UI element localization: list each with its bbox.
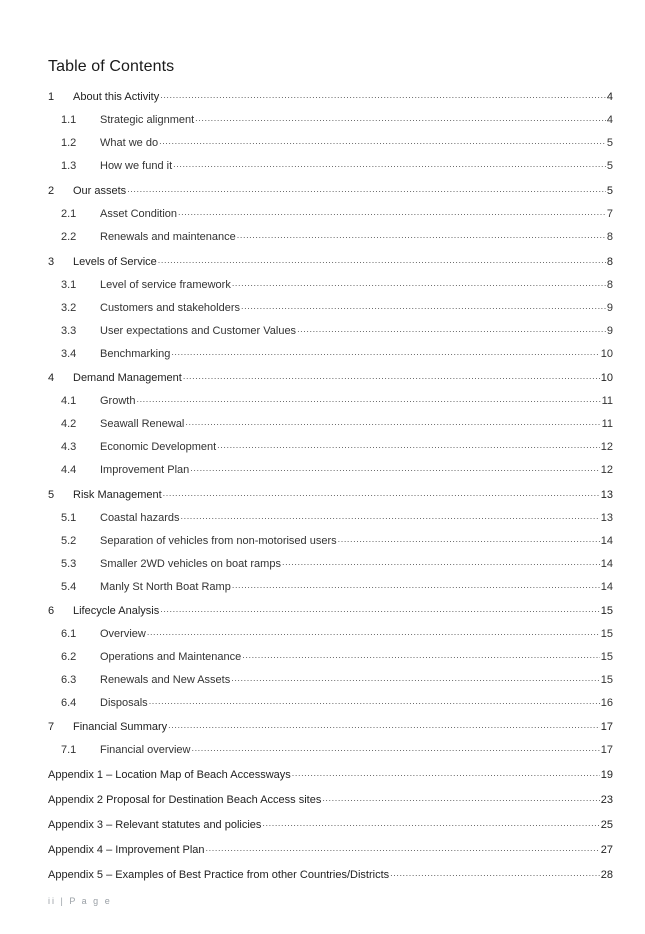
toc-entry-number: 3 bbox=[48, 256, 55, 268]
toc-dot-leader bbox=[191, 743, 599, 753]
toc-entry-number: 6.4 bbox=[61, 697, 77, 709]
toc-dot-leader bbox=[206, 843, 600, 853]
toc-entry-page-number: 11 bbox=[601, 418, 613, 430]
toc-dot-leader bbox=[297, 324, 606, 334]
toc-entry-page-number: 9 bbox=[606, 325, 613, 337]
toc-dot-leader bbox=[181, 511, 600, 521]
toc-dot-leader bbox=[190, 463, 599, 473]
toc-dot-leader bbox=[158, 255, 606, 265]
toc-entry-page-number: 9 bbox=[606, 302, 613, 314]
toc-entry-page-number: 5 bbox=[606, 185, 613, 197]
toc-dot-leader bbox=[159, 136, 606, 146]
toc-entry-number: 4.2 bbox=[61, 418, 77, 430]
toc-entry-page-number: 17 bbox=[600, 721, 613, 733]
toc-entry-page-number: 15 bbox=[600, 651, 613, 663]
toc-dot-leader bbox=[282, 557, 600, 567]
toc-entry-label: Manly St North Boat Ramp bbox=[100, 581, 231, 593]
toc-entry-label: Operations and Maintenance bbox=[100, 651, 242, 663]
toc-entry-page-number: 8 bbox=[606, 279, 613, 291]
toc-entry-number: 1.1 bbox=[61, 114, 77, 126]
toc-entry-label: Seawall Renewal bbox=[100, 418, 185, 430]
toc-entry-number: 6.2 bbox=[61, 651, 77, 663]
toc-entry-page-number: 10 bbox=[600, 372, 613, 384]
toc-dot-leader bbox=[147, 627, 600, 637]
toc-entry-label: Appendix 5 – Examples of Best Practice from other Countries/Districts bbox=[48, 869, 390, 881]
toc-entry-label: Coastal hazards bbox=[100, 512, 180, 524]
toc-entry-label: Our assets bbox=[73, 185, 127, 197]
toc-entry[interactable] bbox=[61, 417, 613, 431]
toc-entry-page-number: 14 bbox=[600, 535, 613, 547]
toc-entry[interactable] bbox=[61, 394, 613, 408]
toc-entry[interactable] bbox=[48, 488, 613, 502]
toc-entry[interactable] bbox=[61, 743, 613, 757]
toc-entry-label: Smaller 2WD vehicles on boat ramps bbox=[100, 558, 281, 570]
toc-entry[interactable] bbox=[48, 720, 613, 734]
toc-entry-label: Appendix 4 – Improvement Plan bbox=[48, 844, 205, 856]
toc-entry-page-number: 11 bbox=[601, 395, 613, 407]
toc-entry[interactable] bbox=[61, 324, 613, 338]
toc-dot-leader bbox=[232, 580, 600, 590]
toc-entry-page-number: 13 bbox=[600, 489, 613, 501]
toc-entry[interactable] bbox=[61, 673, 613, 687]
toc-entry-page-number: 23 bbox=[600, 794, 613, 806]
toc-entry-page-number: 8 bbox=[606, 231, 613, 243]
toc-entry-label: Appendix 3 – Relevant statutes and policies bbox=[48, 819, 262, 831]
toc-entry-number: 2 bbox=[48, 185, 55, 197]
toc-entry[interactable] bbox=[48, 184, 613, 198]
toc-entry-number: 4 bbox=[48, 372, 55, 384]
toc-entry[interactable] bbox=[61, 440, 613, 454]
toc-appendix-entry[interactable] bbox=[48, 868, 613, 882]
toc-entry-page-number: 28 bbox=[600, 869, 613, 881]
toc-entry[interactable] bbox=[48, 371, 613, 385]
toc-entry[interactable] bbox=[61, 159, 613, 173]
toc-dot-leader bbox=[241, 301, 606, 311]
toc-entry-number: 1.3 bbox=[61, 160, 77, 172]
toc-dot-leader bbox=[127, 184, 606, 194]
toc-dot-leader bbox=[163, 488, 600, 498]
toc-entry-page-number: 14 bbox=[600, 558, 613, 570]
toc-entry[interactable] bbox=[48, 604, 613, 618]
toc-dot-leader bbox=[171, 347, 599, 357]
toc-entry-label: Appendix 1 – Location Map of Beach Accessways bbox=[48, 769, 291, 781]
toc-appendix-entry[interactable] bbox=[48, 818, 613, 832]
toc-dot-leader bbox=[242, 650, 599, 660]
toc-entry-page-number: 7 bbox=[606, 208, 613, 220]
toc-dot-leader bbox=[185, 417, 600, 427]
toc-dot-leader bbox=[136, 394, 600, 404]
toc-title: Table of Contents bbox=[48, 58, 175, 75]
toc-entry-number: 1.2 bbox=[61, 137, 77, 149]
toc-entry-label: Appendix 2 Proposal for Destination Beach Access sites bbox=[48, 794, 322, 806]
toc-dot-leader bbox=[338, 534, 600, 544]
toc-entry-page-number: 12 bbox=[600, 441, 613, 453]
toc-entry-number: 1 bbox=[48, 91, 55, 103]
toc-entry-page-number: 15 bbox=[600, 605, 613, 617]
toc-entry-label: Growth bbox=[100, 395, 136, 407]
toc-dot-leader bbox=[231, 673, 600, 683]
toc-entry-page-number: 4 bbox=[606, 91, 613, 103]
toc-dot-leader bbox=[173, 159, 606, 169]
toc-dot-leader bbox=[195, 113, 606, 123]
toc-entry-number: 5.3 bbox=[61, 558, 77, 570]
toc-dot-leader bbox=[178, 207, 606, 217]
toc-entry-number: 6 bbox=[48, 605, 55, 617]
toc-entry-number: 5.4 bbox=[61, 581, 77, 593]
toc-entry-label: Economic Development bbox=[100, 441, 217, 453]
toc-dot-leader bbox=[262, 818, 599, 828]
toc-entry-label: User expectations and Customer Values bbox=[100, 325, 297, 337]
toc-entry-label: About this Activity bbox=[73, 91, 160, 103]
toc-entry-page-number: 25 bbox=[600, 819, 613, 831]
toc-entry[interactable] bbox=[61, 511, 613, 525]
toc-dot-leader bbox=[237, 230, 606, 240]
toc-entry[interactable] bbox=[61, 650, 613, 664]
toc-entry-label: Customers and stakeholders bbox=[100, 302, 241, 314]
toc-entry-label: What we do bbox=[100, 137, 159, 149]
toc-entry-number: 5 bbox=[48, 489, 55, 501]
toc-entry-label: Asset Condition bbox=[100, 208, 178, 220]
toc-entry[interactable] bbox=[61, 696, 613, 710]
toc-dot-leader bbox=[183, 371, 600, 381]
toc-entry-number: 2.1 bbox=[61, 208, 77, 220]
toc-entry-page-number: 19 bbox=[600, 769, 613, 781]
toc-entry-number: 6.3 bbox=[61, 674, 77, 686]
toc-entry[interactable] bbox=[61, 136, 613, 150]
toc-entry-label: How we fund it bbox=[100, 160, 173, 172]
toc-entry-page-number: 15 bbox=[600, 674, 613, 686]
toc-entry-label: Improvement Plan bbox=[100, 464, 190, 476]
toc-entry-page-number: 17 bbox=[600, 744, 613, 756]
toc-entry-label: Level of service framework bbox=[100, 279, 231, 291]
toc-entry-label: Risk Management bbox=[73, 489, 162, 501]
toc-dot-leader bbox=[292, 768, 600, 778]
toc-entry-number: 7 bbox=[48, 721, 55, 733]
toc-dot-leader bbox=[149, 696, 600, 706]
toc-appendix-entry[interactable] bbox=[48, 768, 613, 782]
toc-entry-label: Financial Summary bbox=[73, 721, 168, 733]
toc-entry-number: 7.1 bbox=[61, 744, 77, 756]
toc-entry[interactable] bbox=[61, 627, 613, 641]
toc-entry-label: Strategic alignment bbox=[100, 114, 195, 126]
toc-entry-number: 4.3 bbox=[61, 441, 77, 453]
toc-entry-page-number: 12 bbox=[600, 464, 613, 476]
toc-entry-page-number: 4 bbox=[606, 114, 613, 126]
toc-entry-page-number: 5 bbox=[606, 137, 613, 149]
page-footer: ii | P a g e bbox=[48, 896, 112, 906]
toc-entry-label: Separation of vehicles from non-motorised users bbox=[100, 535, 337, 547]
toc-entry-number: 2.2 bbox=[61, 231, 77, 243]
toc-appendix-entry[interactable] bbox=[48, 843, 613, 857]
toc-entry[interactable] bbox=[61, 580, 613, 594]
toc-entry-page-number: 15 bbox=[600, 628, 613, 640]
toc-entry[interactable] bbox=[61, 534, 613, 548]
toc-dot-leader bbox=[217, 440, 600, 450]
toc-entry-label: Overview bbox=[100, 628, 146, 640]
toc-entry[interactable] bbox=[61, 463, 613, 477]
toc-entry-label: Demand Management bbox=[73, 372, 182, 384]
toc-entry[interactable] bbox=[61, 347, 613, 361]
toc-entry-label: Renewals and maintenance bbox=[100, 231, 236, 243]
toc-entry-page-number: 10 bbox=[600, 348, 613, 360]
toc-entry-page-number: 8 bbox=[606, 256, 613, 268]
toc-entry[interactable] bbox=[61, 207, 613, 221]
toc-entry[interactable] bbox=[61, 557, 613, 571]
toc-entry-number: 3.3 bbox=[61, 325, 77, 337]
toc-dot-leader bbox=[168, 720, 600, 730]
toc-dot-leader bbox=[232, 278, 606, 288]
toc-entry-number: 3.4 bbox=[61, 348, 77, 360]
toc-entry-page-number: 5 bbox=[606, 160, 613, 172]
toc-entry[interactable] bbox=[48, 90, 613, 104]
toc-entry-page-number: 13 bbox=[600, 512, 613, 524]
toc-entry-page-number: 16 bbox=[600, 697, 613, 709]
toc-entry-label: Disposals bbox=[100, 697, 148, 709]
toc-entry[interactable] bbox=[61, 278, 613, 292]
toc-entry[interactable] bbox=[61, 230, 613, 244]
toc-entry-label: Lifecycle Analysis bbox=[73, 605, 160, 617]
toc-entry-page-number: 27 bbox=[600, 844, 613, 856]
toc-entry-number: 3.2 bbox=[61, 302, 77, 314]
toc-appendix-entry[interactable] bbox=[48, 793, 613, 807]
toc-entry-page-number: 14 bbox=[600, 581, 613, 593]
toc-entry-label: Renewals and New Assets bbox=[100, 674, 231, 686]
toc-dot-leader bbox=[322, 793, 599, 803]
toc-dot-leader bbox=[390, 868, 600, 878]
toc-dot-leader bbox=[160, 90, 606, 100]
toc-entry[interactable] bbox=[61, 113, 613, 127]
toc-entry-number: 6.1 bbox=[61, 628, 77, 640]
toc-entry-number: 4.4 bbox=[61, 464, 77, 476]
toc-dot-leader bbox=[160, 604, 600, 614]
toc-entry-label: Financial overview bbox=[100, 744, 191, 756]
toc-entry-number: 4.1 bbox=[61, 395, 77, 407]
toc-entry-number: 5.1 bbox=[61, 512, 77, 524]
toc-entry-label: Benchmarking bbox=[100, 348, 171, 360]
toc-entry[interactable] bbox=[48, 255, 613, 269]
toc-entry-number: 3.1 bbox=[61, 279, 77, 291]
toc-entry-number: 5.2 bbox=[61, 535, 77, 547]
toc-entry[interactable] bbox=[61, 301, 613, 315]
toc-entry-label: Levels of Service bbox=[73, 256, 157, 268]
